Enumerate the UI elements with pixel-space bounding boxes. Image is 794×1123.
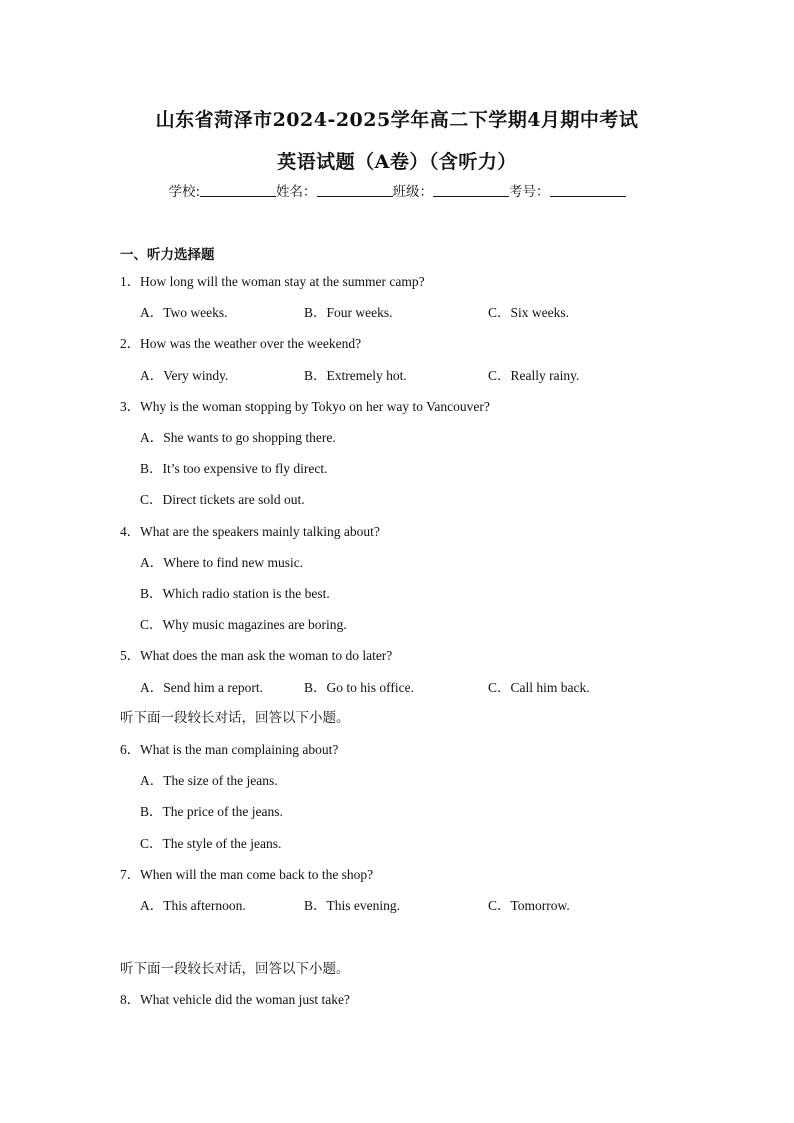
option-a[interactable]: A．Send him a report. <box>140 680 263 695</box>
option-c[interactable]: C．Tomorrow. <box>488 898 570 913</box>
question-text: Why is the woman stopping by Tokyo on her way to Vancouver? <box>140 399 490 414</box>
question-number: 2． <box>120 336 141 351</box>
option-a[interactable]: A．Two weeks. <box>140 305 228 320</box>
option-a[interactable]: A．Where to find new music. <box>140 555 304 570</box>
option-c[interactable]: C．Direct tickets are sold out. <box>140 492 305 507</box>
option-b[interactable]: B．The price of the jeans. <box>140 804 283 819</box>
option-c[interactable]: C．Six weeks. <box>488 305 569 320</box>
question-text: What are the speakers mainly talking about? <box>140 524 380 539</box>
question-number: 4． <box>120 524 141 539</box>
school-label: 学校: <box>168 184 201 200</box>
question-text: What is the man complaining about? <box>140 742 339 757</box>
option-a[interactable]: A．She wants to go shopping there. <box>140 430 336 445</box>
option-b[interactable]: B．Four weeks. <box>304 305 393 320</box>
question-6 <box>120 738 338 758</box>
section-title: 一、听力选择题 <box>120 247 215 263</box>
question-number: 3． <box>120 399 141 414</box>
exam-number-blank[interactable] <box>550 183 626 197</box>
option-c[interactable]: C．Really rainy. <box>488 368 580 383</box>
question-text: What vehicle did the woman just take? <box>140 992 350 1007</box>
exam-title-line1: 山东省菏泽市2024-2025学年高二下学期4月期中考试 <box>155 109 639 131</box>
question-4 <box>120 520 380 540</box>
name-label: 姓名： <box>276 184 317 200</box>
question-1 <box>120 270 425 290</box>
student-info-line <box>0 180 794 200</box>
question-number: 8． <box>120 992 141 1007</box>
listening-instruction: 听下面一段较长对话，回答以下小题。 <box>120 710 350 726</box>
question-7 <box>120 863 373 883</box>
option-a[interactable]: A．Very windy. <box>140 368 229 383</box>
question-text: What does the man ask the woman to do later? <box>140 648 393 663</box>
name-field <box>276 180 393 200</box>
question-3 <box>120 395 490 415</box>
class-blank[interactable] <box>433 183 509 197</box>
name-blank[interactable] <box>317 183 393 197</box>
question-2 <box>120 332 361 352</box>
school-field <box>168 180 276 200</box>
question-text: How long will the woman stay at the summer camp? <box>140 274 425 289</box>
option-b[interactable]: B．Go to his office. <box>304 680 414 695</box>
listening-instruction: 听下面一段较长对话，回答以下小题。 <box>120 961 350 977</box>
question-text: When will the man come back to the shop? <box>140 867 374 882</box>
question-number: 1． <box>120 274 141 289</box>
question-text: How was the weather over the weekend? <box>140 336 362 351</box>
school-blank[interactable] <box>200 183 276 197</box>
exam-number-label: 考号： <box>509 184 550 200</box>
question-number: 7． <box>120 867 141 882</box>
option-b[interactable]: B．It’s too expensive to fly direct. <box>140 461 328 476</box>
class-field <box>393 180 510 200</box>
option-c[interactable]: C．Call him back. <box>488 680 590 695</box>
exam-title-line2: 英语试题（A卷）（含听力） <box>277 151 517 173</box>
option-c[interactable]: C．The style of the jeans. <box>140 836 282 851</box>
exam-number-field <box>509 180 626 200</box>
question-number: 5． <box>120 648 141 663</box>
option-b[interactable]: B．This evening. <box>304 898 400 913</box>
class-label: 班级： <box>392 184 434 200</box>
option-b[interactable]: B．Which radio station is the best. <box>140 586 330 601</box>
question-number: 6． <box>120 742 141 757</box>
question-8 <box>120 988 350 1008</box>
option-b[interactable]: B．Extremely hot. <box>304 368 407 383</box>
option-a[interactable]: A．The size of the jeans. <box>140 773 278 788</box>
option-a[interactable]: A．This afternoon. <box>140 898 246 913</box>
question-5 <box>120 644 392 664</box>
option-c[interactable]: C．Why music magazines are boring. <box>140 617 347 632</box>
